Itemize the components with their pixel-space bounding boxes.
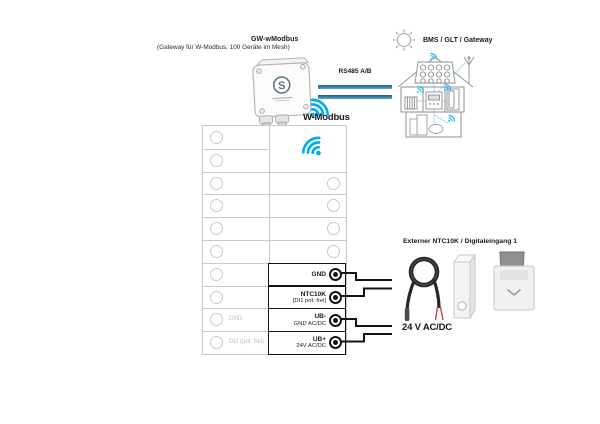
terminal-cell-label: GND (311, 270, 326, 278)
terminal-hole (210, 222, 223, 235)
terminal-cell-sublabel: [DI1 pot. frei] (292, 297, 326, 304)
terminal-hole (210, 268, 223, 281)
terminal-hole (210, 336, 223, 349)
brand-logo-letter: S (277, 79, 286, 93)
terminal-socket-icon (329, 336, 342, 349)
terminal-cell-label: UB+ (312, 336, 326, 344)
terminal-cell-ub-minus (268, 308, 346, 332)
terminal-cell-label: NTC10K (300, 290, 326, 298)
screw-icon (257, 69, 262, 74)
terminal-hole (210, 199, 223, 212)
device-title: GW-wModbus (251, 36, 299, 43)
ntc-cable-probe-icon (405, 259, 443, 321)
terminal-hole (210, 177, 223, 190)
terminal-row-label-gnd: GND (229, 316, 243, 323)
antenna-icon (464, 57, 474, 84)
terminal-hole (327, 199, 340, 212)
wmodbus-label: W-Modbus (303, 112, 350, 123)
wifi-icon (293, 127, 333, 167)
rs485-line-a (318, 85, 392, 89)
terminal-hole (327, 245, 340, 258)
wire-gnd (340, 273, 392, 280)
terminal-cell-label: UB- (314, 313, 326, 321)
terminal-hole (210, 291, 223, 304)
terminal-cell-gnd (268, 263, 346, 287)
terminal-cell-ntc10k (268, 286, 346, 310)
solar-panel-icon (415, 62, 455, 83)
terminal-row-label-di2: DI2 (pot. frei) (229, 339, 265, 346)
terminal-block (202, 125, 347, 355)
building-illustration (385, 25, 510, 143)
cabinet-icon (447, 89, 459, 110)
rs485-label: RS485 A/B (338, 68, 372, 75)
bms-label: BMS / GLT / Gateway (423, 37, 493, 44)
terminal-cell-sublabel: GND AC/DC (293, 320, 326, 327)
terminal-hole (327, 222, 340, 235)
screw-icon (260, 109, 265, 114)
radiator-icon (405, 97, 417, 109)
signal-icon (428, 52, 438, 62)
wire-ub-minus (340, 319, 392, 326)
terminal-hole (327, 177, 340, 190)
device-subtitle: (Gateway für W-Modbus, 100 Geräte im Mesh) (157, 44, 290, 51)
external-sensors-label: Externer NTC10K / Digitaleingang 1 (403, 238, 518, 245)
door-contact-icon (454, 255, 475, 318)
terminal-socket-icon (329, 314, 342, 327)
terminal-socket-icon (329, 268, 342, 281)
sensor-illustrations (400, 248, 540, 326)
terminal-hole (210, 313, 223, 326)
terminal-cell-sublabel: 24V AC/DC (296, 343, 326, 350)
rs485-line-b (318, 95, 392, 99)
terminal-hole (210, 154, 223, 167)
thermostat-icon (426, 92, 442, 109)
terminal-hole (210, 245, 223, 258)
screw-icon (300, 64, 305, 69)
terminal-socket-icon (329, 291, 342, 304)
wire-ntc10k (340, 289, 392, 297)
wire-ub-plus (340, 334, 392, 342)
key-card-holder-icon (494, 252, 534, 310)
terminal-hole (210, 131, 223, 144)
terminal-cell-ub-plus (268, 331, 346, 355)
power-supply-label: 24 V AC/DC (402, 322, 452, 333)
sun-icon (393, 29, 415, 51)
